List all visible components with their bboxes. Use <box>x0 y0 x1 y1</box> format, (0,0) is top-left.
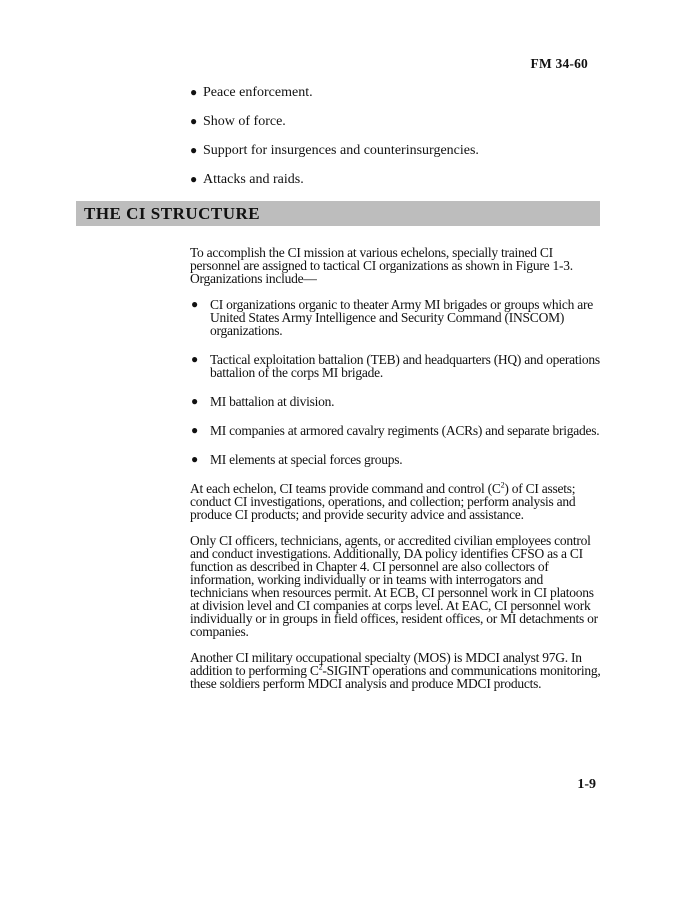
bullet-icon: ● <box>190 114 198 128</box>
bullet-icon: ● <box>191 297 198 311</box>
list-item: ● MI battalion at division. <box>191 394 335 409</box>
section-body <box>190 246 602 703</box>
mission-bullet-list <box>190 84 630 200</box>
intro-paragraph: To accomplish the CI mission at various echelons, specially trained CI personnel are assigned to tactical CI organizations as shown in Figure 1-3. Organizations include— <box>190 245 573 286</box>
manual-id: FM 34-60 <box>530 56 588 71</box>
organization-list <box>190 298 602 466</box>
investigations-paragraph: Only CI officers, technicians, agents, or accredited civilian employees control and conduct investigations. Additionally, DA policy identifies CFSO as a CI function as described in Chapter 4. CI personnel are also collectors of information, working individually or in teams with interrogators and technicians when resources permit. At ECB, CI personnel work in CI platoons at division level and CI companies at corps level. At EAC, CI personnel work individually or in groups in field offices, resident offices, or MI detachments or companies. <box>190 533 598 639</box>
list-item: ● Attacks and raids. <box>190 172 304 187</box>
section-header-bar <box>76 201 600 226</box>
echelon-paragraph: At each echelon, CI teams provide command and control $(C^2)$ of CI assets; conduct CI investigations, operations, and collection; perform analysis and produce CI products; and provide security advice and assistance. <box>190 480 576 522</box>
bullet-icon: ● <box>191 394 198 408</box>
list-item: ● Tactical exploitation battalion (TEB) and headquarters (HQ) and operations battalion of the corps MI brigade. <box>191 352 600 380</box>
bullet-icon: ● <box>191 423 198 437</box>
bullet-icon: ● <box>190 172 198 186</box>
section-title: THE CI STRUCTURE <box>84 204 261 223</box>
bullet-icon: ● <box>191 452 198 466</box>
bullet-icon: ● <box>190 85 198 99</box>
mos-paragraph: Another CI military occupational specialty (MOS) is MDCI analyst 97G. In addition to performing $C^2$-SIGINT operations and communications monitoring, these soldiers perform MDCI analysis and produce MDCI products. <box>190 650 601 691</box>
list-item: ● Show of force. <box>190 114 286 129</box>
list-item: ● MI elements at special forces groups. <box>191 452 403 467</box>
bullet-icon: ● <box>190 143 198 157</box>
list-item: ● CI organizations organic to theater Army MI brigades or groups which are United States Army Intelligence and Security Command (INSCOM) organizations. <box>191 297 594 338</box>
list-item: ● Peace enforcement. <box>190 85 313 100</box>
page-number: 1-9 <box>577 777 596 792</box>
list-item: ● MI companies at armored cavalry regiments (ACRs) and separate brigades. <box>191 423 600 438</box>
list-item: ● Support for insurgences and counterinsurgencies. <box>190 143 479 158</box>
bullet-icon: ● <box>191 352 198 366</box>
